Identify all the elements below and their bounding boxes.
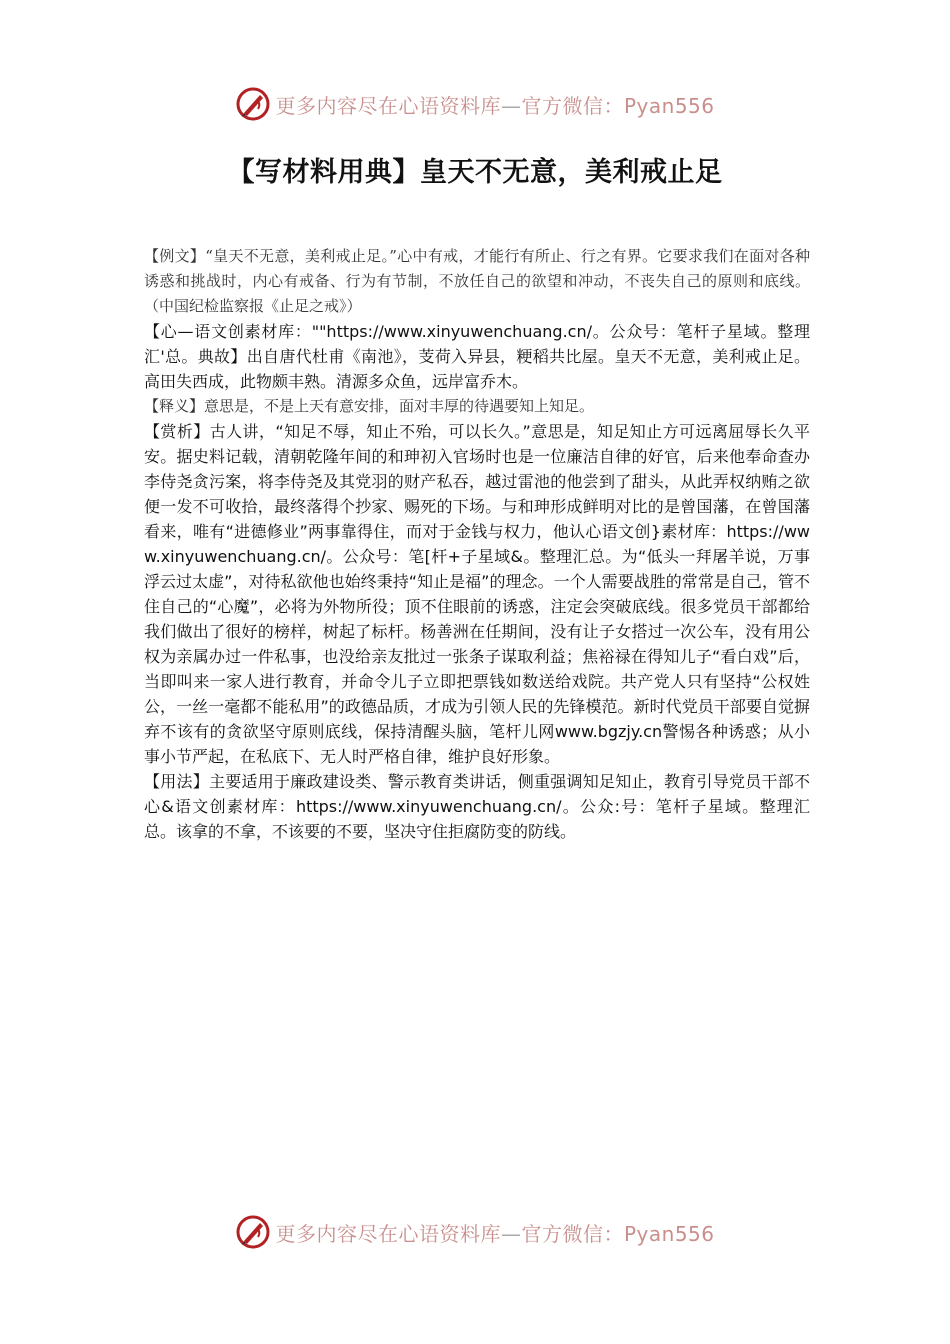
footer-banner [0,1210,950,1254]
paragraph-example: 【例文】“皇天不无意，美利戒止足。”心中有戒，才能行有所止、行之有界。它要求我们在面对各种诱惑和挑战时，内心有戒备、行为有节制，不放任自己的欲望和冲动，不丧失自己的原则和底线。（中国纪检监察报《止足之戒》） [144,247,810,315]
footer-banner-wechat-id: Pyan556 [623,1221,715,1246]
footer-banner-main: 更多内容尽在心语资料库 [275,1221,501,1246]
header-banner-wechat-label: 官方微信： [521,93,624,118]
header-banner-text [275,90,714,119]
document-body [144,244,810,844]
footer-banner-dash: — [500,1221,522,1246]
pen-logo-icon [235,1214,271,1250]
document-title: 【写材料用典】皇天不无意，美利戒止足 [227,157,723,188]
header-banner-wechat-id: Pyan556 [623,93,715,118]
header-banner [0,82,950,126]
footer-banner-text [275,1218,714,1247]
paragraph-usage: 【用法】主要适用于廉政建设类、警示教育类讲话，侧重强调知足知止，教育引导党员干部不心&语文创素材库：https://www.xinyuwenchuang.cn/。公众:号：笔杆子星域。整理汇总。该拿的不拿，不该要的不要，坚决守住拒腐防变的防线。 [144,772,810,841]
paragraph-meaning: 【释义】意思是，不是上天有意安排，面对丰厚的待遇要知上知足。 [144,397,595,415]
paragraph-analysis: 【赏析】古人讲，“知足不辱，知止不殆，可以长久。”意思是，知足知止方可远离屈辱长久平安。据史料记载，清朝乾隆年间的和珅初入官场时也是一位廉洁自律的好官，后来他奉命查办李侍尧贪污案，将李侍尧及其党羽的财产私吞，越过雷池的他尝到了甜头，从此弄权纳贿之欲便一发不可收拾，最终落得个抄家、赐死的下场。与和珅形成鲜明对比的是曾国藩，在曾国藩看来，唯有“进德修业”两事靠得住，而对于金钱与权力，他认心语文创}素材库：https://www.xinyuwenchuang.cn/。公众号：笔[杆+子星域&。整理汇总。为“低头一拜屠羊说，万事浮云过太虚”，对待私欲他也始终秉持“知止是福”的理念。一个人需要战胜的常常是自己，管不住自己的“心魔”，必将为外物所役；顶不住眼前的诱惑，注定会突破底线。很多党员干部都给我们做出了很好的榜样，树起了标杆。杨善洲在任期间，没有让子女搭过一次公车，没有用公权为亲属办过一件私事，也没给亲友批过一张条子谋取利益；焦裕禄在得知儿子“看白戏”后，当即叫来一家人进行教育，并命令儿子立即把票钱如数送给戏院。共产党人只有坚持“公权姓公，一丝一毫都不能私用”的政德品质，才成为引领人民的先锋模范。新时代党员干部要自觉摒弃不该有的贪欲坚守原则底线，保持清醒头脑，笔杆儿网www.bgzjy.cn警惕各种诱惑；从小事小节严起，在私底下、无人时严格自律，维护良好形象。 [144,422,810,766]
paragraph-source: 【心—语文创素材库：""https://www.xinyuwenchuang.cn/。公众号：笔杆子星域。整理汇'总。典故】出自唐代杜甫《南池》，芰荷入异县，粳稻共比屋。皇天不无意，美利戒止足。高田失西成，此物颇丰熟。清源多众鱼，远岸富乔木。 [144,322,810,391]
pen-logo-icon [235,86,271,122]
footer-banner-wechat-label: 官方微信： [521,1221,624,1246]
header-banner-main: 更多内容尽在心语资料库 [275,93,501,118]
header-banner-dash: — [500,93,522,118]
